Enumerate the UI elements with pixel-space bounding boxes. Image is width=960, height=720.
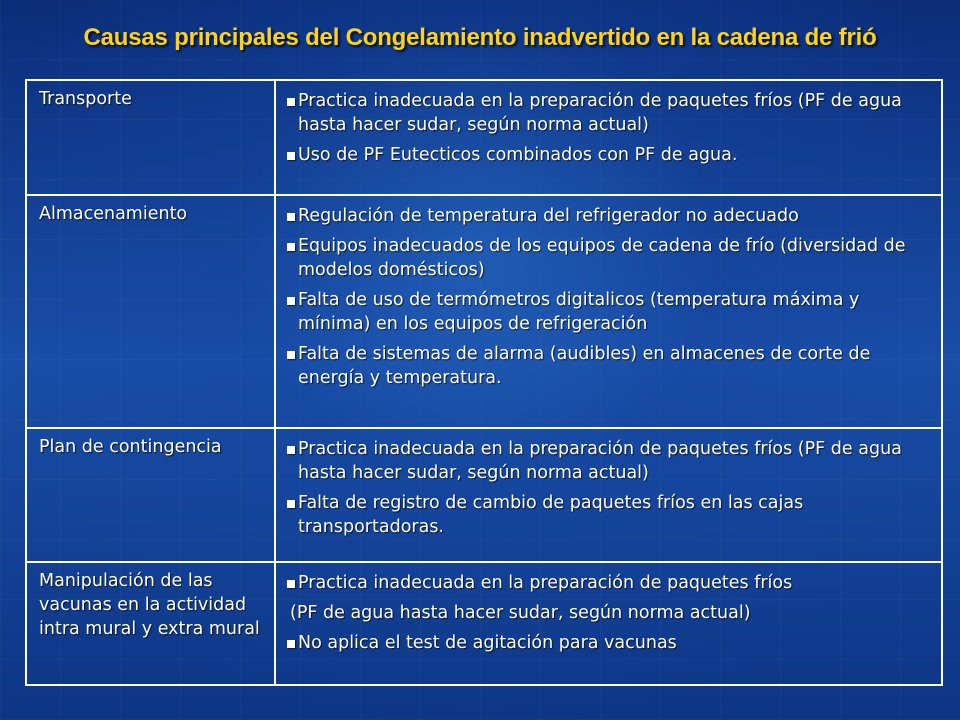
items-cell [275,428,942,562]
table-row-plan-de-contingencia [26,428,942,562]
list-item: Falta de sistemas de alarma (audibles) en almacenes de corte de energía y temperatura. [284,342,931,390]
bullet-icon [287,640,295,648]
list-item: Practica inadecuada en la preparación de paquetes fríos (PF de agua hasta hacer sudar, según norma actual) [284,89,931,137]
category-cell: Plan de contingencia [26,428,275,562]
bullet-icon [287,297,295,305]
list-item: Equipos inadecuados de los equipos de cadena de frío (diversidad de modelos domésticos) [284,234,931,282]
bullet-icon [287,243,295,251]
table-row-manipulacion [26,562,942,685]
causes-table [25,79,943,686]
items-cell [275,562,942,685]
list-item: Falta de uso de termómetros digitalicos (temperatura máxima y mínima) en los equipos de refrigeración [284,288,931,336]
bullet-icon [287,351,295,359]
list-item: Practica inadecuada en la preparación de paquetes fríos (PF de agua hasta hacer sudar, según norma actual) [284,437,931,485]
bullet-icon [287,500,295,508]
bullet-icon [287,446,295,454]
list-item: Uso de PF Eutecticos combinados con PF de agua. [284,143,931,167]
items-cell [275,80,942,195]
table-row-almacenamiento [26,195,942,428]
slide-title: Causas principales del Congelamiento inadvertido en la cadena de frió [83,24,877,51]
list-item: Regulación de temperatura del refrigerador no adecuado [284,204,931,228]
category-cell: Manipulación de las vacunas en la actividad intra mural y extra mural [26,562,275,685]
list-item: No aplica el test de agitación para vacunas [284,631,931,655]
list-item: Practica inadecuada en la preparación de paquetes fríos [284,571,931,595]
list-item: (PF de agua hasta hacer sudar, según norma actual) [290,603,751,623]
bullet-icon [287,213,295,221]
bullet-icon [287,152,295,160]
table-row-transporte [26,80,942,195]
list-item: Falta de registro de cambio de paquetes fríos en las cajas transportadoras. [284,491,931,539]
category-cell: Almacenamiento [26,195,275,428]
items-cell [275,195,942,428]
category-cell: Transporte [26,80,275,195]
bullet-icon [287,580,295,588]
bullet-icon [287,98,295,106]
